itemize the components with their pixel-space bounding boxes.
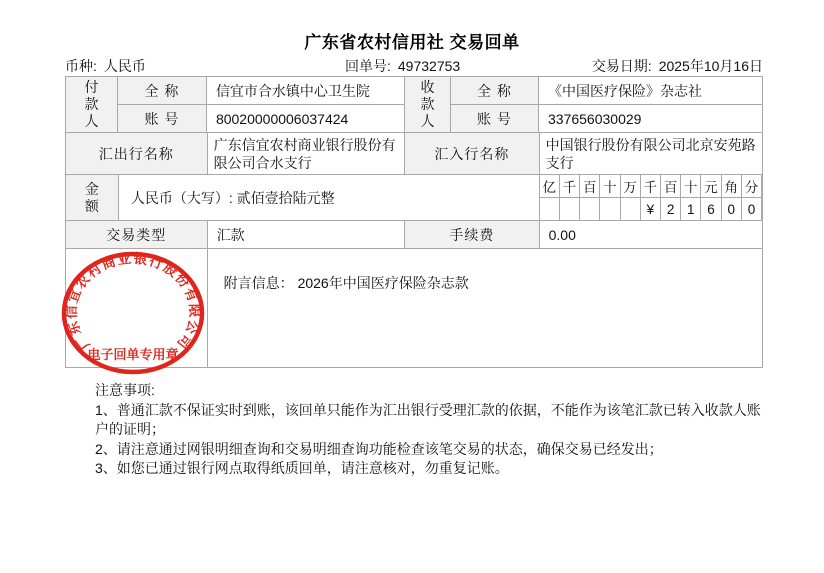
grid-digit-cell — [600, 198, 620, 221]
payee-name-value: 《中国医疗保险》杂志社 — [539, 77, 762, 105]
grid-header-cell: 分 — [742, 175, 762, 198]
memo-text: 2026年中国医疗保险杂志款 — [297, 275, 469, 291]
page-title: 广东省农村信用社 交易回单 — [304, 33, 520, 52]
payer-bank-value: 广东信宜农村商业银行股份有限公司合水支行 — [208, 133, 405, 175]
notes-section — [95, 381, 763, 479]
stamp-company-text: 广东信宜农村商业银行股份有限公司 — [63, 250, 203, 353]
note-item: 2、请注意通过网银明细查询和交易明细查询功能检查该笔交易的状态，确保交易已经发出； — [95, 440, 663, 457]
transaction-type-value: 汇款 — [208, 221, 405, 249]
bank-row — [66, 133, 762, 175]
stamp-seal-type-text: 电子回单专用章 — [87, 347, 179, 362]
grid-header-cell: 亿 — [540, 175, 560, 198]
note-item: 3、如您已通过银行网点取得纸质回单，请注意核对，勿重复记账。 — [95, 460, 509, 476]
receipt-table — [65, 76, 763, 368]
payer-account-label: 账 号 — [118, 105, 207, 133]
grid-header-cell: 千 — [641, 175, 661, 198]
memo-label: 附言信息： — [223, 275, 294, 291]
payer-bank-label: 汇出行名称 — [66, 133, 208, 175]
payee-account-label: 账 号 — [451, 105, 539, 133]
grid-digit-cell: ¥ — [641, 198, 661, 221]
date-value: 2025年10月16日 — [658, 58, 763, 74]
transaction-type-label: 交易类型 — [66, 221, 208, 249]
currency-label: 币种: — [65, 58, 97, 74]
currency-value: 人民币 — [103, 58, 146, 74]
grid-header-cell: 万 — [621, 175, 641, 198]
grid-header-cell: 十 — [600, 175, 620, 198]
grid-digit-cell — [540, 198, 560, 221]
amount-row — [66, 175, 762, 221]
currency-field — [65, 56, 146, 76]
date-label: 交易日期: — [591, 58, 652, 74]
grid-header-cell: 元 — [701, 175, 721, 198]
grid-digit-cell — [621, 198, 641, 221]
date-field — [592, 56, 763, 76]
amount-in-words: 人民币（大写）: 贰佰壹拾陆元整 — [119, 175, 540, 221]
party-rows — [66, 77, 762, 133]
payer-name-value: 信宜市合水镇中心卫生院 — [207, 77, 405, 105]
grid-header-cell: 角 — [722, 175, 742, 198]
amount-digit-grid — [540, 175, 762, 221]
stamp-cell — [66, 249, 208, 367]
amount-side-label: 金额 — [66, 175, 119, 221]
notes-heading: 注意事项: — [95, 382, 155, 398]
fee-label: 手续费 — [405, 221, 540, 249]
grid-digit-cell — [580, 198, 600, 221]
payee-side-label: 收款人 — [405, 77, 451, 133]
grid-digit-cell: 1 — [681, 198, 701, 221]
memo-cell — [208, 249, 762, 367]
grid-header-cell: 十 — [681, 175, 701, 198]
memo-row — [66, 249, 762, 367]
grid-digit-cell: 2 — [661, 198, 681, 221]
grid-digit-cell — [560, 198, 580, 221]
grid-header-cell: 百 — [661, 175, 681, 198]
receipt-no-value: 49732753 — [397, 58, 461, 74]
payee-name-label: 全 称 — [451, 77, 539, 105]
meta-row — [65, 56, 763, 74]
payee-account-value: 337656030029 — [539, 105, 762, 133]
payer-side-label: 付款人 — [66, 77, 118, 133]
receipt-no-label: 回单号: — [345, 58, 391, 74]
receipt-no-field — [345, 56, 460, 76]
payer-account-value: 80020000006037424 — [207, 105, 405, 133]
grid-digit-cell: 0 — [742, 198, 762, 221]
grid-header-cell: 百 — [580, 175, 600, 198]
payee-bank-label: 汇入行名称 — [405, 133, 540, 175]
note-item: 1、普通汇款不保证实时到账，该回单只能作为汇出银行受理汇款的依据，不能作为该笔汇款已转入收款人账户的证明； — [95, 401, 761, 437]
payer-name-label: 全 称 — [118, 77, 207, 105]
grid-digit-cell: 0 — [722, 198, 742, 221]
payee-bank-value: 中国银行股份有限公司北京安苑路支行 — [540, 133, 762, 175]
grid-header-cell: 千 — [560, 175, 580, 198]
transaction-row — [66, 221, 762, 249]
fee-value: 0.00 — [540, 221, 762, 249]
grid-digit-cell: 6 — [701, 198, 721, 221]
